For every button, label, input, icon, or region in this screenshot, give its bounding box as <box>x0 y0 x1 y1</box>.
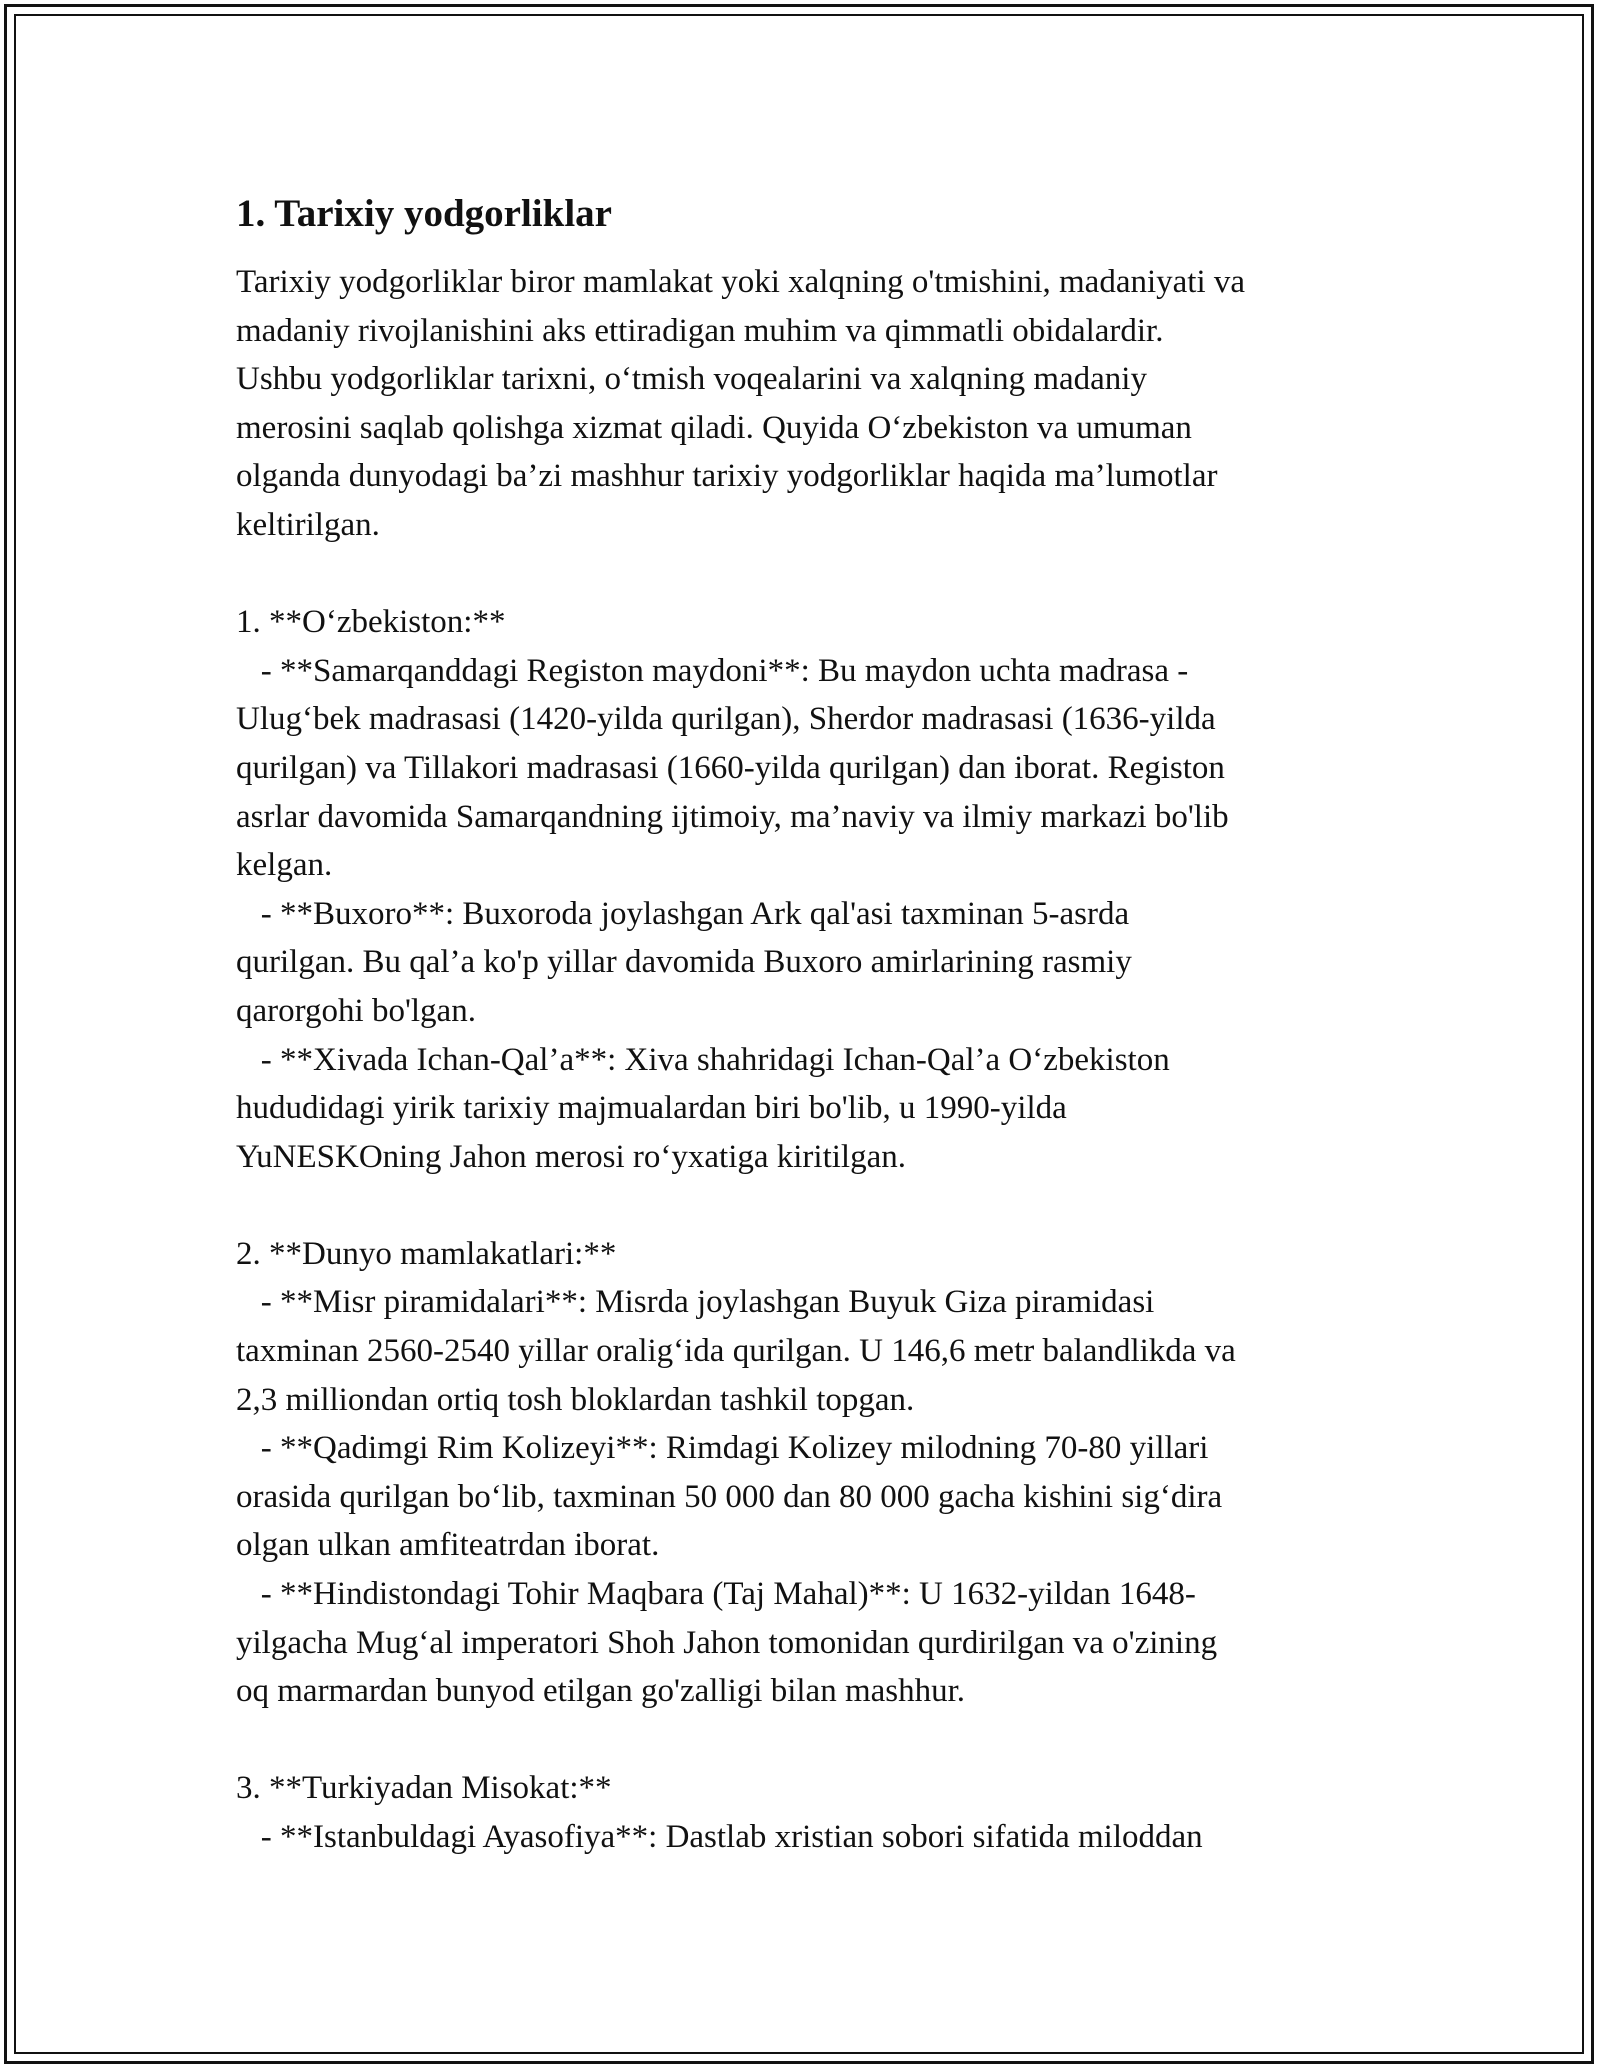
list-heading: 1. **O‘zbekiston:** <box>236 604 506 641</box>
section-heading: 1. Tarixiy yodgorliklar <box>236 192 612 235</box>
paragraph-gap <box>236 1716 1386 1765</box>
text-line: oq marmardan bunyod etilgan go'zalligi bilan mashhur. <box>236 1673 966 1710</box>
section-world <box>236 1230 1386 1716</box>
text-line: qurilgan. Bu qal’a ko'p yillar davomida Buxoro amirlarining rasmiy <box>236 944 1132 981</box>
text-line: olgan ulkan amfiteatrdan iborat. <box>236 1527 660 1564</box>
text-line: - **Qadimgi Rim Kolizeyi**: Rimdagi Kolizey milodning 70-80 yillari <box>236 1430 1209 1467</box>
text-line: keltirilgan. <box>236 506 380 543</box>
text-line: YuNESKOning Jahon merosi ro‘yxatiga kiritilgan. <box>236 1138 906 1175</box>
text-line: madaniy rivojlanishini aks ettiradigan muhim va qimmatli obidalardir. <box>236 312 1164 349</box>
text-line: - **Buxoro**: Buxoroda joylashgan Ark qal'asi taxminan 5-asrda <box>236 895 1130 932</box>
text-line: orasida qurilgan bo‘lib, taxminan 50 000 dan 80 000 gacha kishini sig‘dira <box>236 1478 1223 1515</box>
text-line: merosini saqlab qolishga xizmat qiladi. Quyida O‘zbekiston va umuman <box>236 409 1192 446</box>
section-turkey <box>236 1764 1386 1861</box>
list-heading: 3. **Turkiyadan Misokat:** <box>236 1770 612 1807</box>
text-line: qarorgohi bo'lgan. <box>236 992 476 1029</box>
list-heading: 2. **Dunyo mamlakatlari:** <box>236 1235 617 1272</box>
section-uzbekistan <box>236 598 1386 1181</box>
text-line: - **Misr piramidalari**: Misrda joylashgan Buyuk Giza piramidasi <box>236 1284 1155 1321</box>
text-line: olganda dunyodagi ba’zi mashhur tarixiy yodgorliklar haqida ma’lumotlar <box>236 458 1218 495</box>
text-line: Ulug‘bek madrasasi (1420-yilda qurilgan), Sherdor madrasasi (1636-yilda <box>236 701 1216 738</box>
text-line: hududidagi yirik tarixiy majmualardan biri bo'lib, u 1990-yilda <box>236 1090 1067 1127</box>
text-line: taxminan 2560-2540 yillar oralig‘ida qurilgan. U 146,6 metr balandlikda va <box>236 1333 1236 1370</box>
text-line: 2,3 milliondan ortiq tosh bloklardan tashkil topgan. <box>236 1381 915 1418</box>
intro-paragraph <box>236 258 1386 550</box>
paragraph-gap <box>236 1181 1386 1230</box>
text-line: Tarixiy yodgorliklar biror mamlakat yoki xalqning o'tmishini, madaniyati va <box>236 264 1246 300</box>
document-body <box>236 188 1386 1862</box>
text-line: - **Samarqanddagi Registon maydoni**: Bu maydon uchta madrasa - <box>236 652 1189 689</box>
text-line: asrlar davomida Samarqandning ijtimoiy, ma’naviy va ilmiy markazi bo'lib <box>236 798 1229 835</box>
text-line: - **Hindistondagi Tohir Maqbara (Taj Mahal)**: U 1632-yildan 1648- <box>236 1576 1196 1613</box>
text-line: qurilgan) va Tillakori madrasasi (1660-yilda qurilgan) dan iborat. Registon <box>236 749 1225 786</box>
text-line: kelgan. <box>236 847 333 884</box>
text-line: - **Xivada Ichan-Qal’a**: Xiva shahridagi Ichan-Qal’a O‘zbekiston <box>236 1041 1170 1078</box>
text-line: - **Istanbuldagi Ayasofiya**: Dastlab xristian sobori sifatida miloddan <box>236 1819 1203 1855</box>
text-line: yilgacha Mug‘al imperatori Shoh Jahon tomonidan qurdirilgan va o'zining <box>236 1624 1218 1661</box>
paragraph-gap <box>236 550 1386 599</box>
text-line: Ushbu yodgorliklar tarixni, o‘tmish voqealarini va xalqning madaniy <box>236 361 1147 398</box>
